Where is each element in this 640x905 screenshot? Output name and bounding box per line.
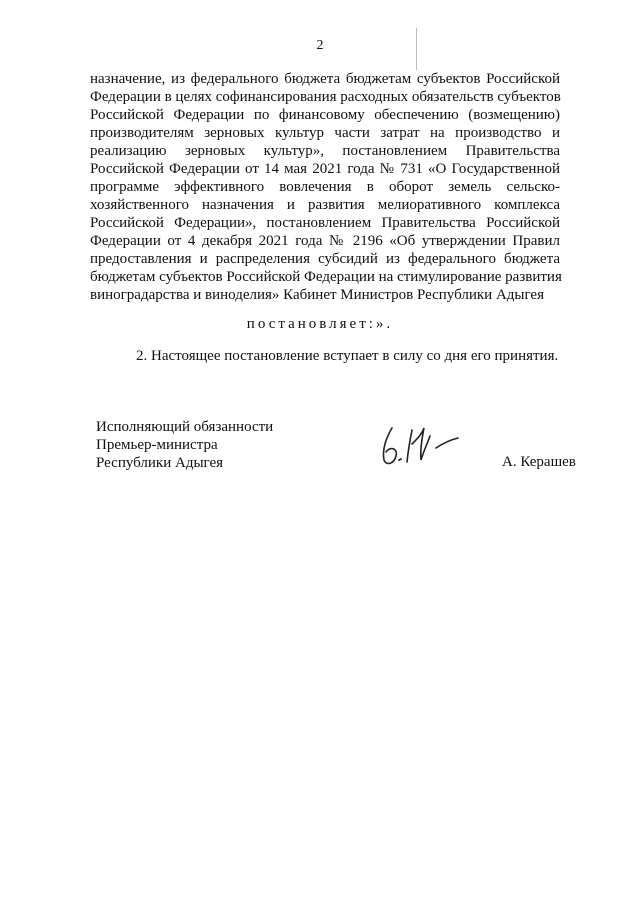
body-line: Российской Федерации от 14 мая 2021 года № 731 «О Государственной — [90, 161, 560, 177]
body-line: производителям зерновых культур части затрат на производство и — [90, 125, 560, 141]
paragraph-2: 2. Настоящее постановление вступает в силу со дня его принятия. — [136, 348, 559, 364]
body-line: программе эффективного вовлечения в оборот земель сельско- — [90, 179, 560, 195]
page-number: 2 — [316, 38, 324, 53]
body-paragraph — [90, 70, 560, 304]
body-line: Федерации от 4 декабря 2021 года № 2196 «Об утверждении Правил — [90, 233, 560, 249]
signer-title-line: Исполняющий обязанности — [96, 419, 274, 435]
scan-mark — [416, 28, 417, 70]
body-line-last: виноградарства и виноделия» Кабинет Министров Республики Адыгея — [90, 287, 544, 303]
body-line: Российской Федерации по финансовому обеспечению (возмещению) — [90, 107, 560, 123]
body-line: реализацию зерновых культур», постановлением Правительства — [90, 143, 560, 159]
body-line: бюджетам субъектов Российской Федерации на стимулирование развития — [90, 269, 562, 285]
body-line: назначение, из федерального бюджета бюджетам субъектов Российской — [90, 71, 560, 87]
decree-word: постановляет:». — [246, 316, 394, 332]
body-line: предоставления и распределения субсидий из федерального бюджета — [90, 251, 560, 267]
signer-title-line: Республики Адыгея — [96, 455, 224, 471]
signer-title — [96, 418, 273, 472]
signer-title-line: Премьер-министра — [96, 437, 218, 453]
body-line: Федерации в целях софинансирования расходных обязательств субъектов — [90, 89, 561, 105]
signer-name: А. Керашев — [502, 454, 576, 470]
body-line: хозяйственного назначения и развития мелиоративного комплекса — [90, 197, 560, 213]
body-line: Российской Федерации», постановлением Правительства Российской — [90, 215, 560, 231]
handwritten-signature — [372, 420, 468, 470]
